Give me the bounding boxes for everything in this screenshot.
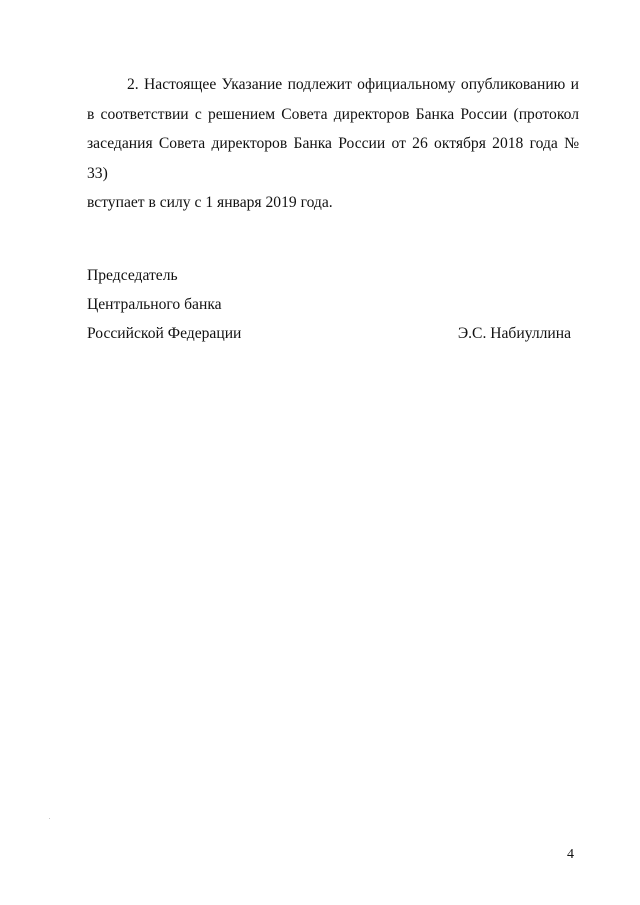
paragraph-line: в соответствии с решением Совета директоров Банка России (протокол xyxy=(87,105,579,123)
signatory-name: Э.С. Набиуллина xyxy=(457,325,571,342)
paragraph-line: 2. Настоящее Указание подлежит официальному опубликованию и xyxy=(127,76,579,93)
signatory-title-line: Центрального банка xyxy=(87,296,222,313)
page-number: 4 xyxy=(567,847,574,862)
signatory-title-line-last xyxy=(87,319,579,348)
signatory-title-line: Председатель xyxy=(87,267,178,284)
paragraph-line: вступает в силу с 1 января 2019 года. xyxy=(87,194,333,211)
scan-speck xyxy=(49,818,50,819)
paragraph-line: заседания Совета директоров Банка России от 26 октября 2018 года № 33) xyxy=(87,135,579,182)
paragraph-2 xyxy=(87,70,579,218)
signature-block xyxy=(87,261,579,348)
signatory-organization: Российской Федерации xyxy=(87,325,242,342)
